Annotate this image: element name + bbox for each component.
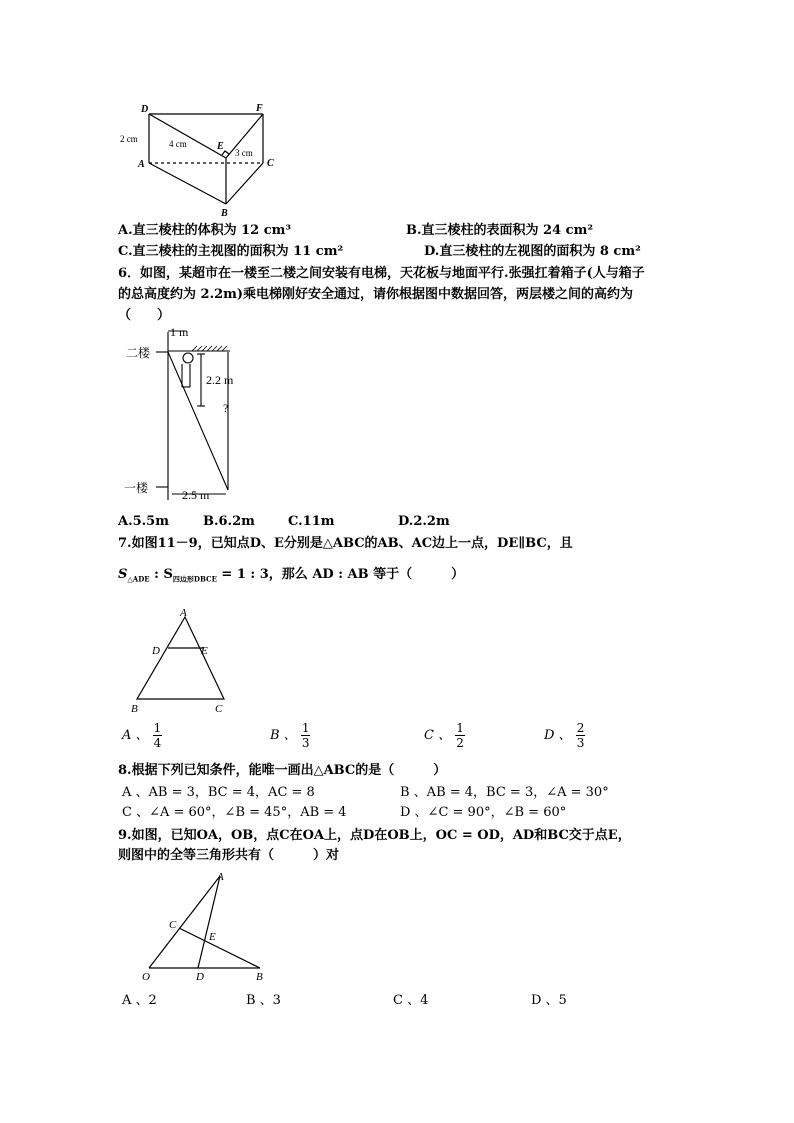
ang-label-o: O (142, 971, 150, 983)
ang-label-c: C (169, 919, 177, 931)
escalator-top-dim: 1 m (170, 325, 189, 339)
q7-option-c-frac (455, 721, 465, 750)
frac-den: 3 (301, 736, 310, 750)
q6-text-line2: 的总高度约为 2.2m)乘电梯刚好安全通过，请你根据图中数据回答，两层楼之间的高约为 (118, 287, 634, 302)
prism-dim-mid: 4 cm (169, 139, 187, 149)
escalator-height-dim: 2.2 m (206, 373, 234, 387)
q7-text-line1: 7.如图11－9，已知点D、E分别是△ABC的AB、AC边上一点，DE∥BC，且 (118, 536, 573, 551)
frac-num: 2 (576, 721, 585, 735)
q9-option-a: A 、2 (122, 993, 157, 1008)
q6-text-line3: （ ） (118, 308, 171, 323)
q9-option-c: C 、4 (393, 993, 429, 1008)
q8-option-c: C 、∠A = 60°，∠B = 45°，AB = 4 (122, 805, 347, 820)
escalator-bottom-dim: 2.5 m (182, 488, 210, 502)
prism-dim-left: 2 cm (120, 134, 138, 144)
q7-option-c-label: C 、 (424, 728, 452, 743)
escalator-floor2: 二楼 (126, 346, 151, 360)
q7-option-d (544, 721, 585, 750)
tri7-label-e: E (201, 645, 208, 657)
prism-label-a: A (138, 159, 145, 170)
q7-cond-rest: = 1 : 3，那么 AD : AB 等于（ ） (216, 567, 465, 582)
frac-den: 2 (456, 736, 464, 750)
escalator-figure (118, 322, 258, 508)
q7-option-a-frac (153, 721, 163, 750)
q9-text-line1: 9.如图，已知OA，OB，点C在OA上，点D在OB上，OC = OD，AD和BC交于点E， (118, 828, 631, 843)
tri7-label-a: A (180, 607, 187, 619)
frac-den: 3 (576, 736, 585, 750)
q8-option-d: D 、∠C = 90°，∠B = 60° (400, 805, 567, 820)
prism-dim-right: 3 cm (235, 148, 253, 158)
q9-option-b: B 、3 (246, 993, 281, 1008)
q7-cond-sub1: △ADE (127, 574, 150, 584)
frac-num: 1 (301, 721, 310, 735)
q7-option-b-label: B 、 (270, 728, 297, 743)
q5-option-b: B.直三棱柱的表面积为 24 cm² (406, 223, 594, 238)
q7-condition (118, 565, 464, 590)
ang-label-b: B (256, 971, 263, 983)
q7-option-c (424, 721, 465, 750)
q6-option-c: C.11m (288, 514, 335, 529)
prism-figure (115, 98, 285, 222)
q7-cond-sub2: 四边形DBCE (172, 574, 217, 584)
q7-option-a-label: A 、 (122, 728, 149, 743)
q6-text-line1: 6．如图，某超市在一楼至二楼之间安装有电梯，天花板与地面平行.张强扛着箱子(人与箱子 (118, 266, 645, 281)
q6-option-b: B.6.2m (203, 514, 255, 529)
q8-option-b: B 、AB = 4，BC = 3，∠A = 30° (400, 785, 609, 800)
q7-option-b-frac (301, 721, 311, 750)
frac-num: 1 (456, 721, 464, 735)
q6-option-a: A.5.5m (118, 514, 169, 529)
q7-option-d-label: D 、 (544, 728, 572, 743)
q9-option-d: D 、5 (531, 993, 567, 1008)
q9-text-line2: 则图中的全等三角形共有（ ）对 (118, 848, 340, 863)
prism-label-d: D (141, 104, 149, 115)
angle-figure (135, 868, 275, 988)
q5-option-c: C.直三棱柱的主视图的面积为 11 cm² (118, 244, 344, 259)
q7-cond-colon: : S (149, 567, 173, 582)
frac-den: 4 (153, 736, 162, 750)
q7-option-a (122, 721, 162, 750)
q5-option-a: A.直三棱柱的体积为 12 cm³ (118, 223, 292, 238)
q7-cond-s1: S (118, 567, 128, 582)
q7-option-d-frac (576, 721, 586, 750)
escalator-question-mark: ? (223, 401, 229, 415)
prism-label-e: E (217, 141, 224, 152)
tri7-label-b: B (131, 703, 138, 715)
triangle-abc-figure (125, 605, 240, 715)
prism-label-f: F (256, 103, 263, 114)
ang-label-d: D (196, 971, 204, 983)
tri7-label-c: C (215, 703, 223, 715)
q8-option-a: A 、AB = 3，BC = 4，AC = 8 (122, 785, 315, 800)
prism-label-b: B (221, 208, 228, 219)
prism-label-c: C (267, 158, 274, 169)
q5-option-d: D.直三棱柱的左视图的面积为 8 cm² (424, 244, 641, 259)
q6-option-d: D.2.2m (398, 514, 450, 529)
ang-label-e: E (209, 931, 216, 943)
escalator-floor1: 一楼 (124, 481, 149, 495)
tri7-label-d: D (152, 645, 160, 657)
q7-option-b (270, 721, 310, 750)
ang-label-a: A (217, 871, 224, 883)
frac-num: 1 (153, 721, 162, 735)
q8-text-line1: 8.根据下列已知条件，能唯一画出△ABC的是（ ） (118, 763, 447, 778)
